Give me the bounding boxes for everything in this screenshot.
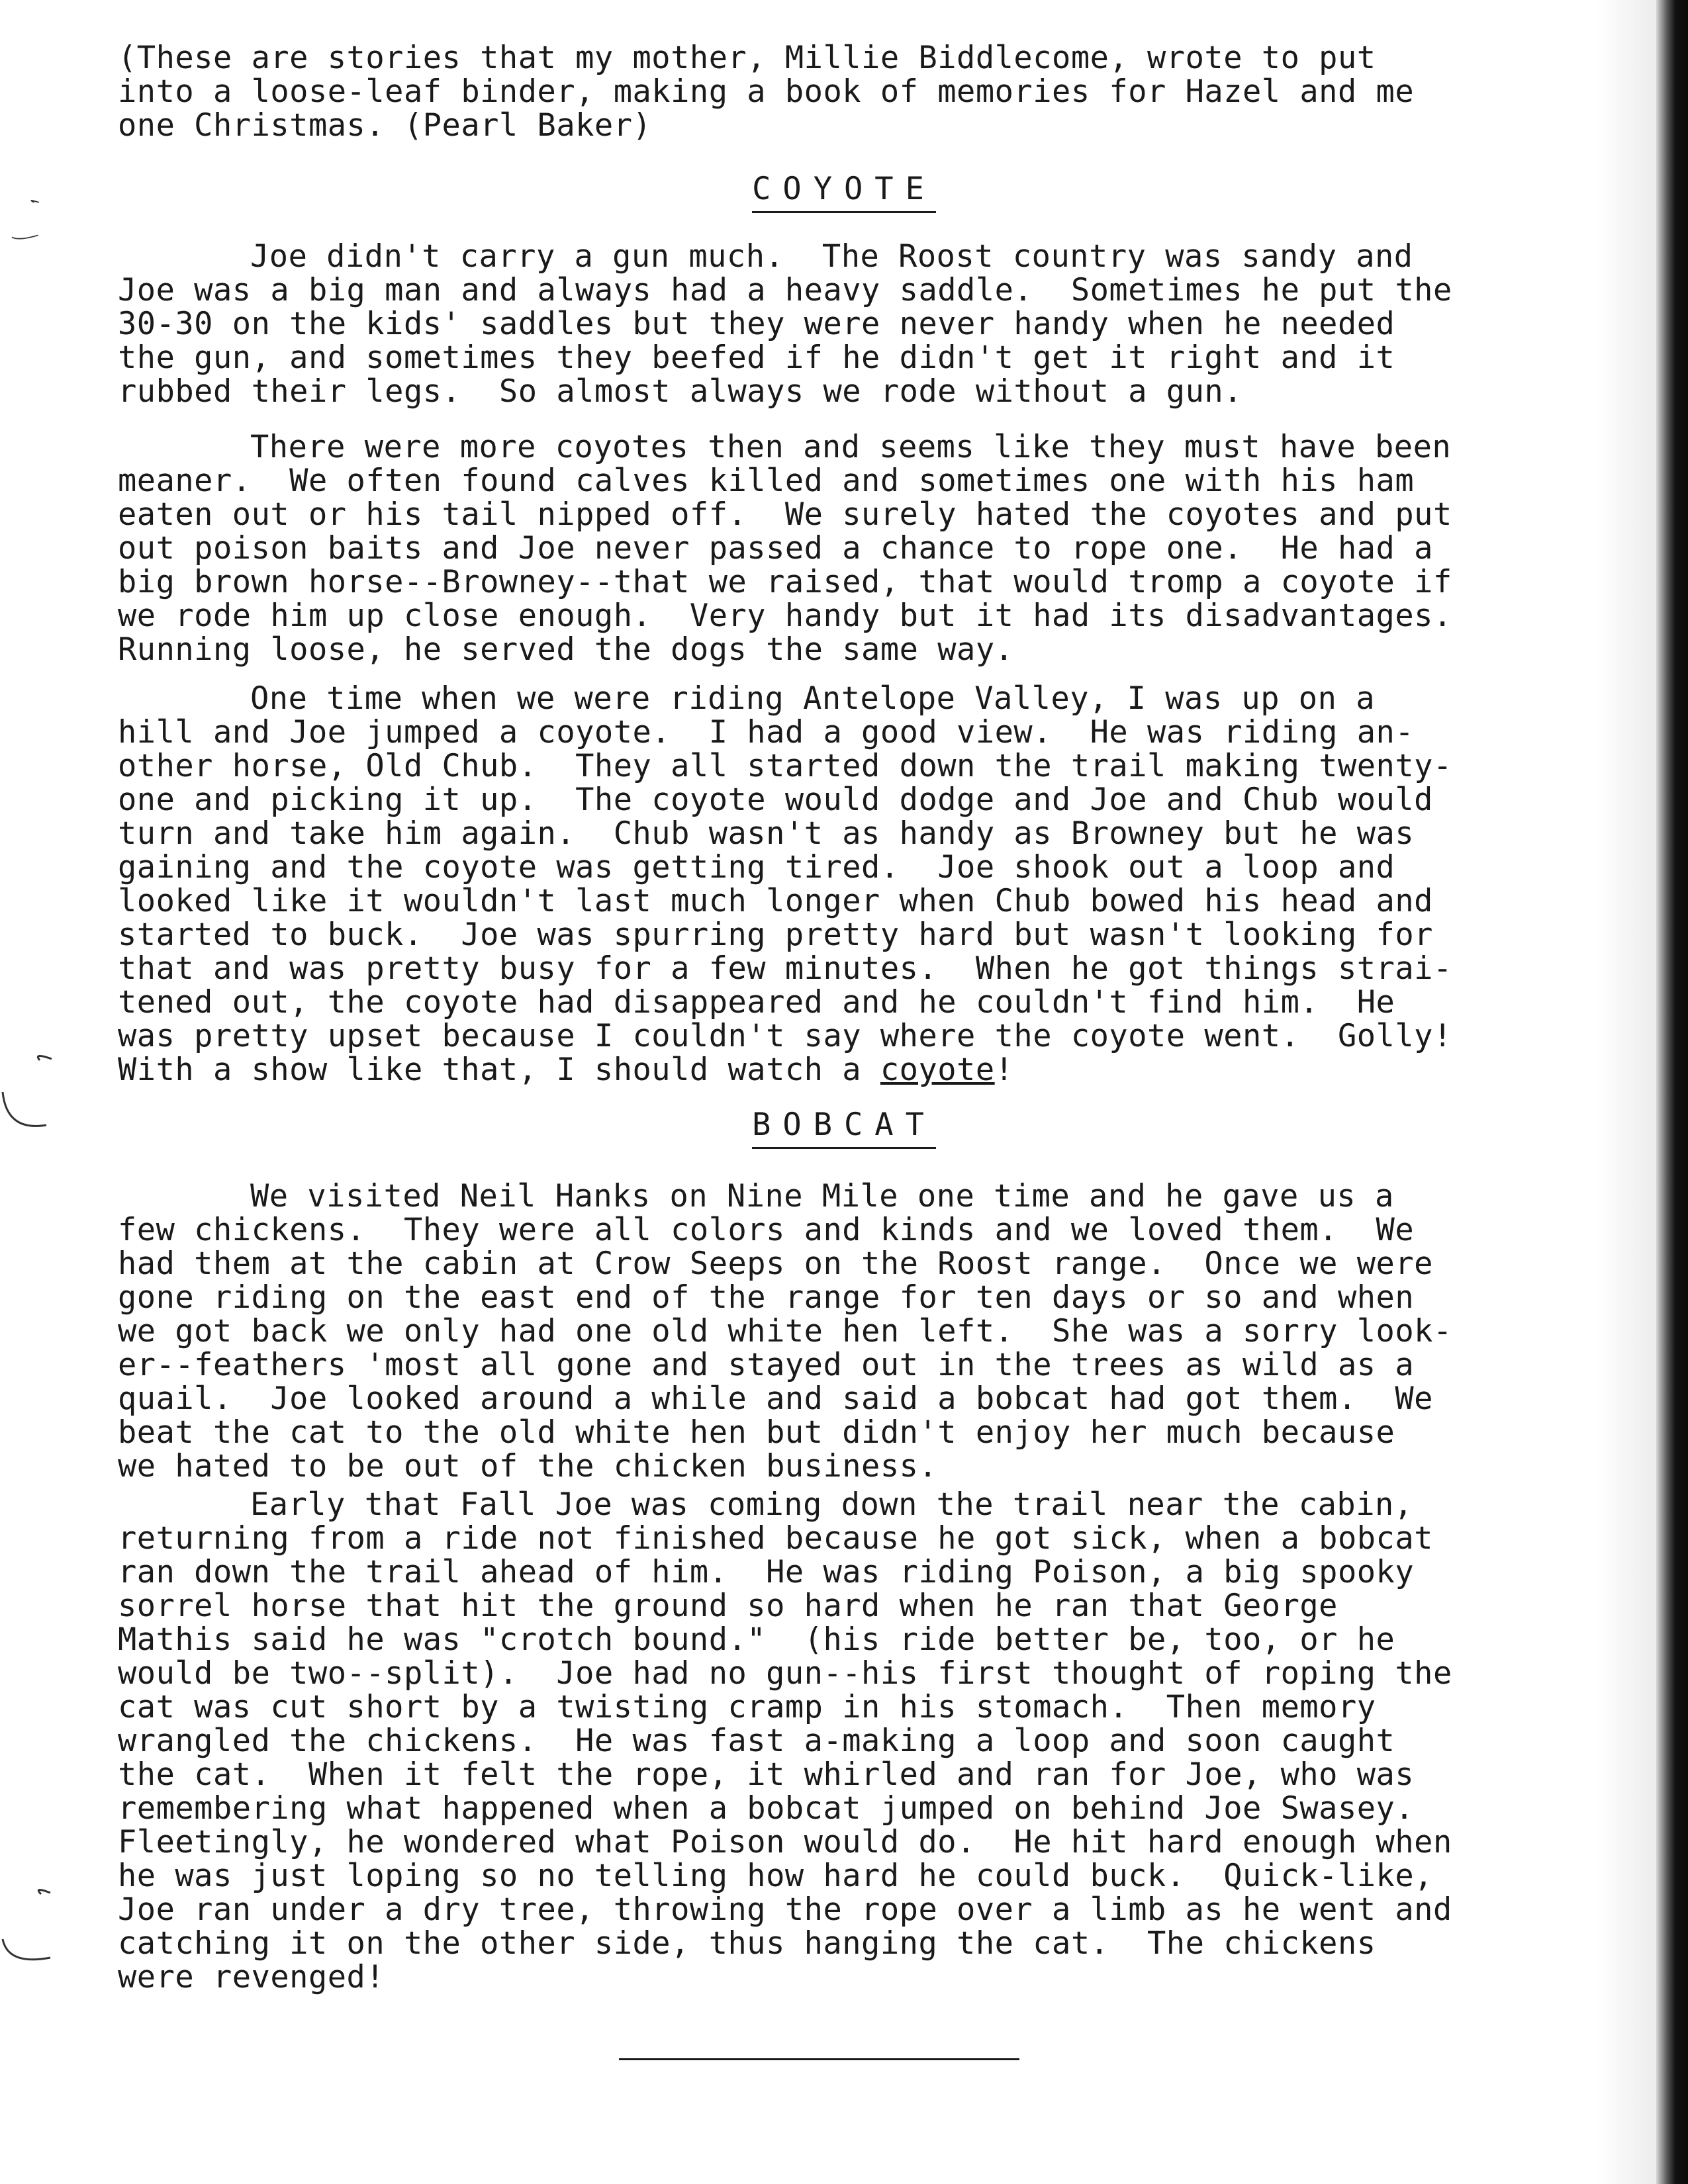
text-line: remembering what happened when a bobcat jumped on behind Joe Swasey. [118, 1790, 1415, 1827]
section-heading-coyote [0, 171, 1688, 213]
text-line: Joe ran under a dry tree, throwing the rope over a limb as he went and [118, 1891, 1452, 1928]
text-line: returning from a ride not finished because he got sick, when a bobcat [118, 1520, 1433, 1557]
text-line: other horse, Old Chub. They all started down the trail making twenty- [118, 748, 1452, 784]
underlined-word: coyote [880, 1052, 995, 1088]
intro-line: one Christmas. (Pearl Baker) [118, 107, 652, 144]
text-line: would be two--split). Joe had no gun--his first thought of roping the [118, 1655, 1452, 1692]
text-line: were revenged! [118, 1959, 385, 1995]
text-line: One time when we were riding Antelope Valley, I was up on a [250, 680, 1375, 717]
text-line: the gun, and sometimes they beefed if he didn't get it right and it [118, 340, 1395, 376]
text-line: we rode him up close enough. Very handy but it had its disadvantages. [118, 598, 1452, 634]
text-line: Fleetingly, he wondered what Poison would do. He hit hard enough when [118, 1824, 1452, 1860]
text-line: eaten out or his tail nipped off. We surely hated the coyotes and put [118, 496, 1452, 533]
bobcat-paragraph-1 [118, 1179, 1534, 1483]
text-line: he was just loping so no telling how hard he could buck. Quick-like, [118, 1858, 1433, 1894]
intro-line: into a loose-leaf binder, making a book of memories for Hazel and me [118, 73, 1415, 110]
text-line: hill and Joe jumped a coyote. I had a good view. He was riding an- [118, 714, 1415, 751]
text-line: Joe was a big man and always had a heavy saddle. Sometimes he put the [118, 272, 1452, 308]
text-line: Running loose, he served the dogs the same way. [118, 631, 1014, 668]
text-line-last [118, 1053, 1534, 1087]
heading-text: COYOTE [752, 171, 936, 213]
coyote-paragraph-2 [118, 430, 1534, 666]
intro-line: (These are stories that my mother, Millie Biddlecome, wrote to put [118, 40, 1376, 76]
binder-edge [1656, 0, 1688, 2184]
text-line: Early that Fall Joe was coming down the trail near the cabin, [250, 1486, 1413, 1523]
text-line: one and picking it up. The coyote would dodge and Joe and Chub would [118, 782, 1433, 818]
punch-hole-mark [0, 199, 53, 245]
text-line: gaining and the coyote was getting tired. Joe shook out a loop and [118, 849, 1395, 886]
punch-hole-mark [0, 1046, 53, 1138]
text-line: looked like it wouldn't last much longer when Chub bowed his head and [118, 883, 1433, 919]
text-line: 30-30 on the kids' saddles but they were never handy when he needed [118, 306, 1395, 342]
text-fragment: ! [994, 1052, 1014, 1088]
bobcat-paragraph-2 [118, 1488, 1534, 1994]
text-line: er--feathers 'most all gone and stayed out in the trees as wild as a [118, 1347, 1415, 1383]
text-line: quail. Joe looked around a while and said a bobcat had got them. We [118, 1381, 1433, 1417]
coyote-paragraph-1 [118, 240, 1534, 408]
text-line: gone riding on the east end of the range for ten days or so and when [118, 1279, 1415, 1316]
heading-text: BOBCAT [752, 1107, 936, 1149]
text-line: that and was pretty busy for a few minutes. When he got things strai- [118, 950, 1452, 987]
text-line: had them at the cabin at Crow Seeps on the Roost range. Once we were [118, 1246, 1433, 1282]
text-line: We visited Neil Hanks on Nine Mile one time and he gave us a [250, 1178, 1394, 1214]
text-line: we got back we only had one old white hen left. She was a sorry look- [118, 1313, 1452, 1349]
text-line: ran down the trail ahead of him. He was riding Poison, a big spooky [118, 1554, 1415, 1590]
end-divider [619, 2058, 1019, 2060]
text-line: tened out, the coyote had disappeared and he couldn't find him. He [118, 984, 1395, 1021]
text-line: sorrel horse that hit the ground so hard when he ran that George [118, 1588, 1338, 1624]
text-line: started to buck. Joe was spurring pretty hard but wasn't looking for [118, 917, 1433, 953]
text-line: the cat. When it felt the rope, it whirled and ran for Joe, who was [118, 1756, 1415, 1793]
coyote-paragraph-3 [118, 682, 1534, 1087]
scan-edge-shading [1597, 0, 1656, 2184]
text-line: beat the cat to the old white hen but didn't enjoy her much because [118, 1414, 1395, 1451]
text-line: rubbed their legs. So almost always we rode without a gun. [118, 373, 1243, 410]
text-line: cat was cut short by a twisting cramp in his stomach. Then memory [118, 1689, 1376, 1725]
text-line: There were more coyotes then and seems like they must have been [250, 429, 1452, 465]
intro-note [118, 41, 1534, 142]
text-line: we hated to be out of the chicken business. [118, 1448, 938, 1484]
text-line: wrangled the chickens. He was fast a-making a loop and soon caught [118, 1723, 1395, 1759]
text-line: turn and take him again. Chub wasn't as handy as Browney but he was [118, 815, 1415, 852]
text-line: catching it on the other side, thus hanging the cat. The chickens [118, 1925, 1376, 1962]
text-fragment: With a show like that, I should watch a [118, 1052, 880, 1088]
text-line: few chickens. They were all colors and kinds and we loved them. We [118, 1212, 1415, 1248]
text-line: Mathis said he was "crotch bound." (his ride better be, too, or he [118, 1621, 1395, 1658]
text-line: big brown horse--Browney--that we raised, that would tromp a coyote if [118, 564, 1452, 600]
punch-hole-mark [0, 1880, 53, 1972]
text-line: out poison baits and Joe never passed a chance to rope one. He had a [118, 530, 1433, 567]
text-line: meaner. We often found calves killed and sometimes one with his ham [118, 463, 1415, 499]
text-line: was pretty upset because I couldn't say where the coyote went. Golly! [118, 1018, 1452, 1054]
section-heading-bobcat [0, 1107, 1688, 1149]
text-line: Joe didn't carry a gun much. The Roost country was sandy and [250, 238, 1413, 275]
